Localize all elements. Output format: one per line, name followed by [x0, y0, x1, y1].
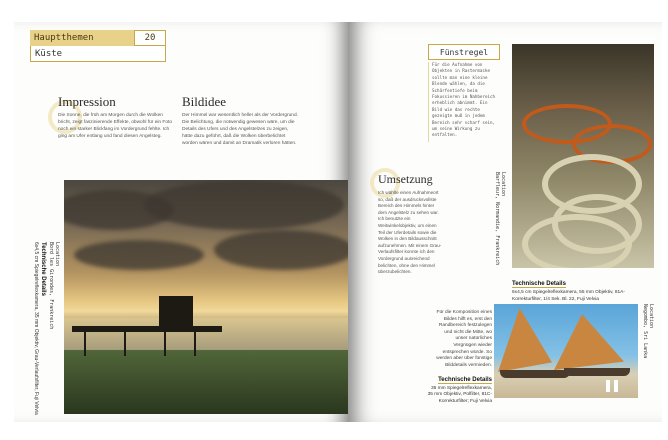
bildidee-text: Der Himmel war wesentlich heller als der Vordergrund. Die Belichtung, die notwendig gewesen wäre, um die Details des Ufers und des Angelstelzes zu zeigen, hätte dazu geführt, daß die Wolken überbelichtet worden wären und damit an Dramatik verloren hätten. — [182, 113, 298, 146]
photo3-tech — [426, 368, 492, 405]
umsetzung-text: Ich wählte einen Aufnahmeort so, daß der ausdrucksvollste Bereich des Himmels hinter dem Angelstelz zu sehen war. Ich benutzte ein Weitwinkelobjektiv, um einen Teil der Uferdetails sowie die Wolken in den Bildausschnitt aufzunehmen. Mit einem Grau-Verlaufsfilter konnte ich den Vordergrund ausreichend belichten, ohne den Himmel überzubelichten. — [378, 190, 442, 275]
impression-text: Die Sonne, die früh am Morgen durch die Wolken bricht, zeigt faszinierende Effekte, obwohl für ein Foto noch ein starker Blickfang im Vordergrund fehlte. Ich ging am Ufer entlang und fand diesen Angelsteg. — [58, 113, 173, 139]
left-page — [14, 22, 348, 422]
photo1-location-label: Location — [54, 242, 60, 267]
fuenstregel-text: Für die Aufnahme von Objekten in Rastermaske sollte man eine kleine Blende wählen, da die Schärfentiefe beim Fokussieren im Nahbereich erheblich abnimmt. Ein Bild wie das rechte gezeigte muß in jedem Bereich sehr scharf sein, um seine Wirkung zu entfalten. — [428, 62, 500, 142]
photo2-location-label: Location — [500, 172, 506, 197]
photo1-tech-title: Technische Details — [40, 242, 46, 296]
impression-heading: Impression — [58, 94, 116, 110]
subsection-header: Küste — [30, 46, 166, 62]
fishing-boats-photo — [494, 304, 638, 398]
right-page — [348, 22, 662, 422]
photo3-location-label: Location — [648, 304, 654, 329]
photo2-tech-title: Technische Details — [512, 281, 566, 287]
photo3-tech-title: Technische Details — [438, 377, 492, 383]
photo3-location: Negombo, Sri Lanka — [642, 304, 648, 359]
photo3-tech-details: 35 mm Spiegelreflexkamera, 35 mm Objektiv, Polfilter, 81C-Korrekturfilter; Fuji Velvia — [427, 386, 492, 404]
umsetzung-heading: Umsetzung — [378, 172, 433, 187]
section-header: Hauptthemen — [30, 30, 166, 46]
photo1-location: Bord les Girondes, Frankreich — [48, 242, 54, 330]
sunset-pier-photo — [64, 180, 348, 414]
photo3-caption: Für die Komposition eines Bildes hilft es, erst den Randbereich festzulegen und nicht die Mitte, wo unser natürliches Vergnügen wieder entsprechen würde. So werden aber über fünstige Bilddetails vermieden. — [436, 310, 492, 368]
photo1-tech-details: 6x4,5 cm Spiegelreflexkamera, 35 mm Objektiv, Grau-Verlaufsfilter, Fuji Velvia — [33, 242, 39, 415]
rope-lobster-pots-photo — [512, 44, 654, 268]
photo2-tech — [512, 272, 654, 303]
photo2-tech-details: 6x4,5 cm Spiegelreflexkamera, 55 mm Objektiv, 81A-Korrekturfilter, 1/4 Sek. Bl. 22, Fuji Velvia — [512, 290, 625, 302]
page-number: 20 — [134, 30, 166, 46]
bildidee-heading: Bildidee — [182, 94, 226, 110]
photo1-caption — [30, 242, 60, 415]
fuenstregel-heading: Fünstregel — [428, 44, 500, 60]
photo2-location: Barfleur, Normandie, Frankreich — [494, 172, 500, 266]
